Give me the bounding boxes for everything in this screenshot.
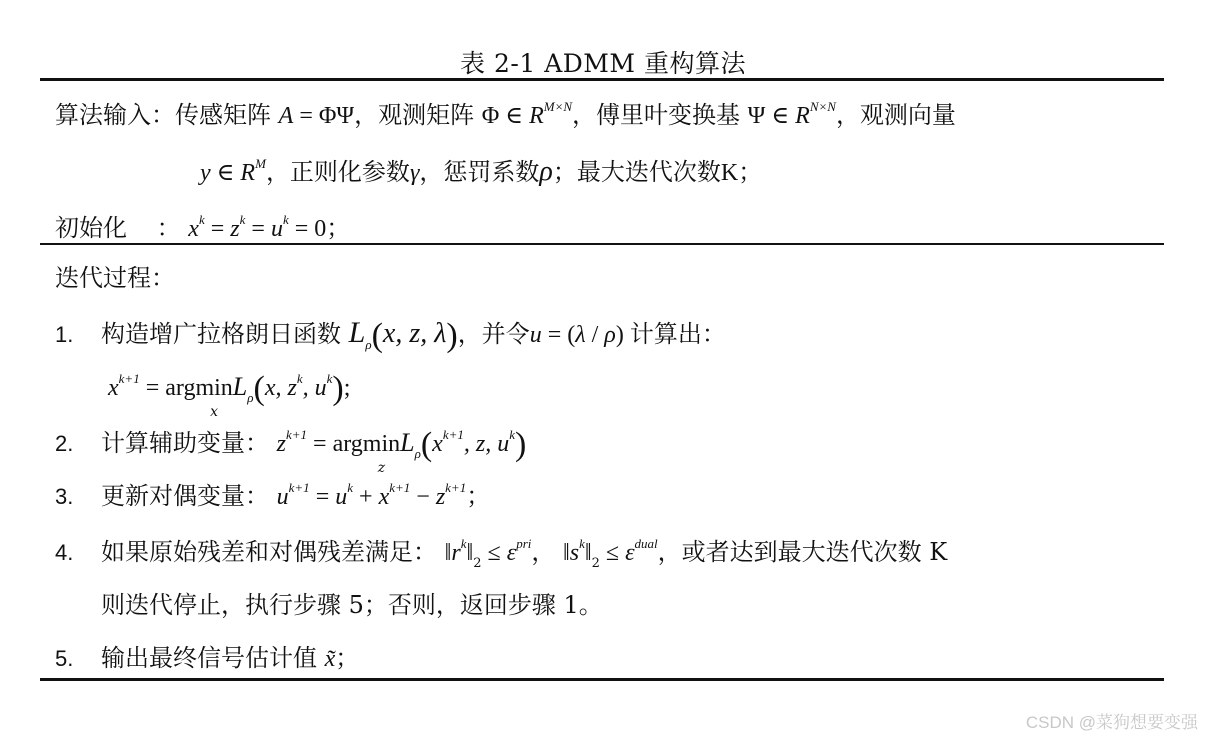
watermark: CSDN @菜狗想要变强: [1025, 713, 1198, 732]
y-formula: y: [200, 160, 211, 186]
step-1: 1. 构造增广拉格朗日函数 $L_\rho(x$, z, λ)，并令u = (λ / ρ) 计算出：: [55, 316, 726, 354]
init-formula: $x^k$: [188, 212, 205, 242]
step-4: 4. 如果原始残差和对偶残差满足： $‖r^k‖_2 \le \varepsilon^{pri}$， $‖s^k‖_2 \le \varepsilon^{dual}$，或者达到最大迭代次数 K: [55, 536, 948, 571]
process-label: 迭代过程：: [55, 264, 175, 292]
sensing-label: 传感矩阵: [175, 101, 271, 129]
penalty-label: ，惩罚系数: [419, 158, 540, 186]
phi-formula: Φ ∈: [481, 103, 530, 129]
step-1-formula: $x^{k+1} = argmin$ x $L_\rho(x$, $z^k$, $u^k$);: [108, 370, 351, 420]
max-iter-label: ；最大迭代次数: [552, 158, 721, 186]
input-line-2: y ∈ $R^M$，正则化参数γ，惩罚系数ρ；最大迭代次数K；: [200, 156, 763, 187]
input-line-1: 算法输入：传感矩阵 A = ΦΨ，观测矩阵 Φ ∈ $R^{M\times N}$，傅里叶变换基 Ψ ∈ $R^{N\times N}$，观测向量: [55, 99, 956, 129]
step-2: 2. 计算辅助变量： $z^{k+1} = argmin$ z $L_\rho(x^{k+1}$, z, $u^k$): [55, 426, 527, 476]
init-label: 初始化: [55, 214, 127, 242]
input-label: 算法输入：: [55, 101, 175, 129]
top-rule: [40, 78, 1164, 81]
sensing-formula: A: [278, 103, 294, 129]
step-5: 5. 输出最终信号估计值 x̃；: [55, 644, 360, 672]
bottom-rule: [40, 678, 1164, 681]
init-line: 初始化 ： $x^k = z^k = u^k = 0$；: [55, 212, 351, 242]
obs-matrix-label: ，观测矩阵: [354, 101, 475, 129]
obs-vector-label: ，观测向量: [835, 101, 956, 129]
psi-formula: Ψ ∈: [747, 103, 796, 129]
step-4-line2: 则迭代停止，执行步骤 5；否则，返回步骤 1。: [101, 591, 603, 619]
reg-label: ，正则化参数: [265, 158, 410, 186]
mid-rule: [40, 243, 1164, 245]
step-3: 3. 更新对偶变量： $u^{k+1} = u^k + x^{k+1} - z^{k+1}$；: [55, 480, 491, 510]
table-caption: 表 2-1 ADMM 重构算法: [460, 49, 746, 78]
fourier-label: ，傅里叶变换基: [572, 101, 741, 129]
